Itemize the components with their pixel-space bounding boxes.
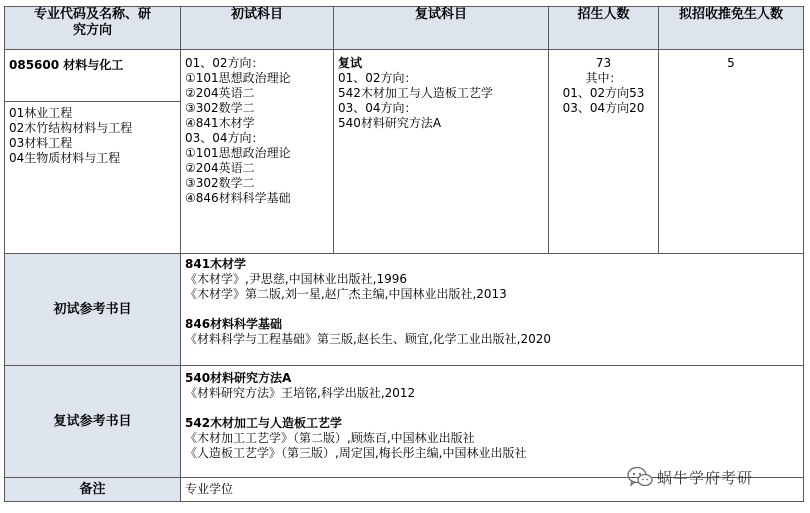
initial-refs-label: 初试参考书目	[5, 254, 181, 366]
enrollment-line: 01、02方向53	[562, 86, 645, 100]
retest-exam-line: 540材料研究方法A	[338, 116, 442, 130]
header-row	[5, 7, 804, 50]
remarks-label: 备注	[5, 478, 181, 502]
enrollment-line: 03、04方向20	[562, 101, 645, 115]
initial-exam-line: 01、02方向：	[185, 56, 264, 70]
watermark	[627, 466, 753, 488]
initial-exam-line: ③302数学二	[185, 176, 255, 190]
direction-item: 03材料工程	[9, 136, 73, 150]
ref-book: 《材料科学与工程基础》第三版,赵长生、顾宜,化学工业出版社,2020	[185, 332, 551, 346]
ref-group-title: 540材料研究方法A	[185, 371, 292, 385]
watermark-text: 蜗牛学府考研	[657, 468, 754, 487]
recommended-cell: 5	[659, 50, 804, 254]
direction-item: 02木竹结构材料与工程	[9, 121, 133, 135]
retest-exam-line: 01、02方向：	[338, 71, 417, 85]
enrollment-total: 73	[595, 56, 612, 70]
retest-exam-title: 复试	[338, 56, 363, 70]
major-code-name: 085600 材料与化工	[5, 50, 181, 102]
ref-book: 《木材加工工艺学》（第二版）,顾炼百,中国林业出版社	[185, 431, 475, 445]
retest-refs-row	[5, 366, 804, 478]
initial-refs-cell	[181, 254, 804, 366]
enrollment-of-which: 其中：	[585, 71, 622, 85]
ref-book: 《材料研究方法》王培铭,科学出版社,2012	[185, 386, 416, 400]
retest-exam-cell	[334, 50, 549, 254]
admissions-table	[4, 6, 804, 502]
spacer	[185, 302, 799, 317]
initial-exam-line: ④841木材学	[185, 116, 255, 130]
initial-exam-line: ④846材料科学基础	[185, 191, 291, 205]
header-major: 专业代码及名称、研究方向	[5, 7, 181, 50]
retest-refs-label: 复试参考书目	[5, 366, 181, 478]
spacer	[185, 401, 799, 416]
direction-item: 01林业工程	[9, 106, 73, 120]
retest-exam-line: 03、04方向：	[338, 101, 417, 115]
initial-exam-cell	[181, 50, 334, 254]
initial-exam-line: 03、04方向：	[185, 131, 264, 145]
initial-refs-row	[5, 254, 804, 366]
initial-exam-line: ②204英语二	[185, 161, 255, 175]
retest-refs-cell	[181, 366, 804, 478]
ref-book: 《木材学》第二版,刘一星,赵广杰主编,中国林业出版社,2013	[185, 287, 507, 301]
major-row-top	[5, 50, 804, 102]
direction-item: 04生物质材料与工程	[9, 151, 121, 165]
initial-exam-line: ①101思想政治理论	[185, 146, 291, 160]
ref-book: 《人造板工艺学》（第三版）,周定国,梅长彤主编,中国林业出版社	[185, 446, 527, 460]
ref-book: 《木材学》,尹思慈,中国林业出版社,1996	[185, 272, 407, 286]
ref-group-title: 542木材加工与人造板工艺学	[185, 416, 343, 430]
enrollment-cell	[549, 50, 659, 254]
initial-exam-line: ①101思想政治理论	[185, 71, 291, 85]
header-retest-exam: 复试科目	[334, 7, 549, 50]
wechat-icon	[627, 466, 653, 488]
initial-exam-line: ③302数学二	[185, 101, 255, 115]
header-initial-exam: 初试科目	[181, 7, 334, 50]
header-recommended: 拟招收推免生人数	[659, 7, 804, 50]
ref-group-title: 846材料科学基础	[185, 317, 283, 331]
retest-exam-line: 542木材加工与人造板工艺学	[338, 86, 493, 100]
remarks-value: 专业学位	[181, 478, 804, 502]
directions-cell	[5, 102, 181, 254]
header-enrollment: 招生人数	[549, 7, 659, 50]
ref-group-title: 841木材学	[185, 257, 247, 271]
initial-exam-line: ②204英语二	[185, 86, 255, 100]
